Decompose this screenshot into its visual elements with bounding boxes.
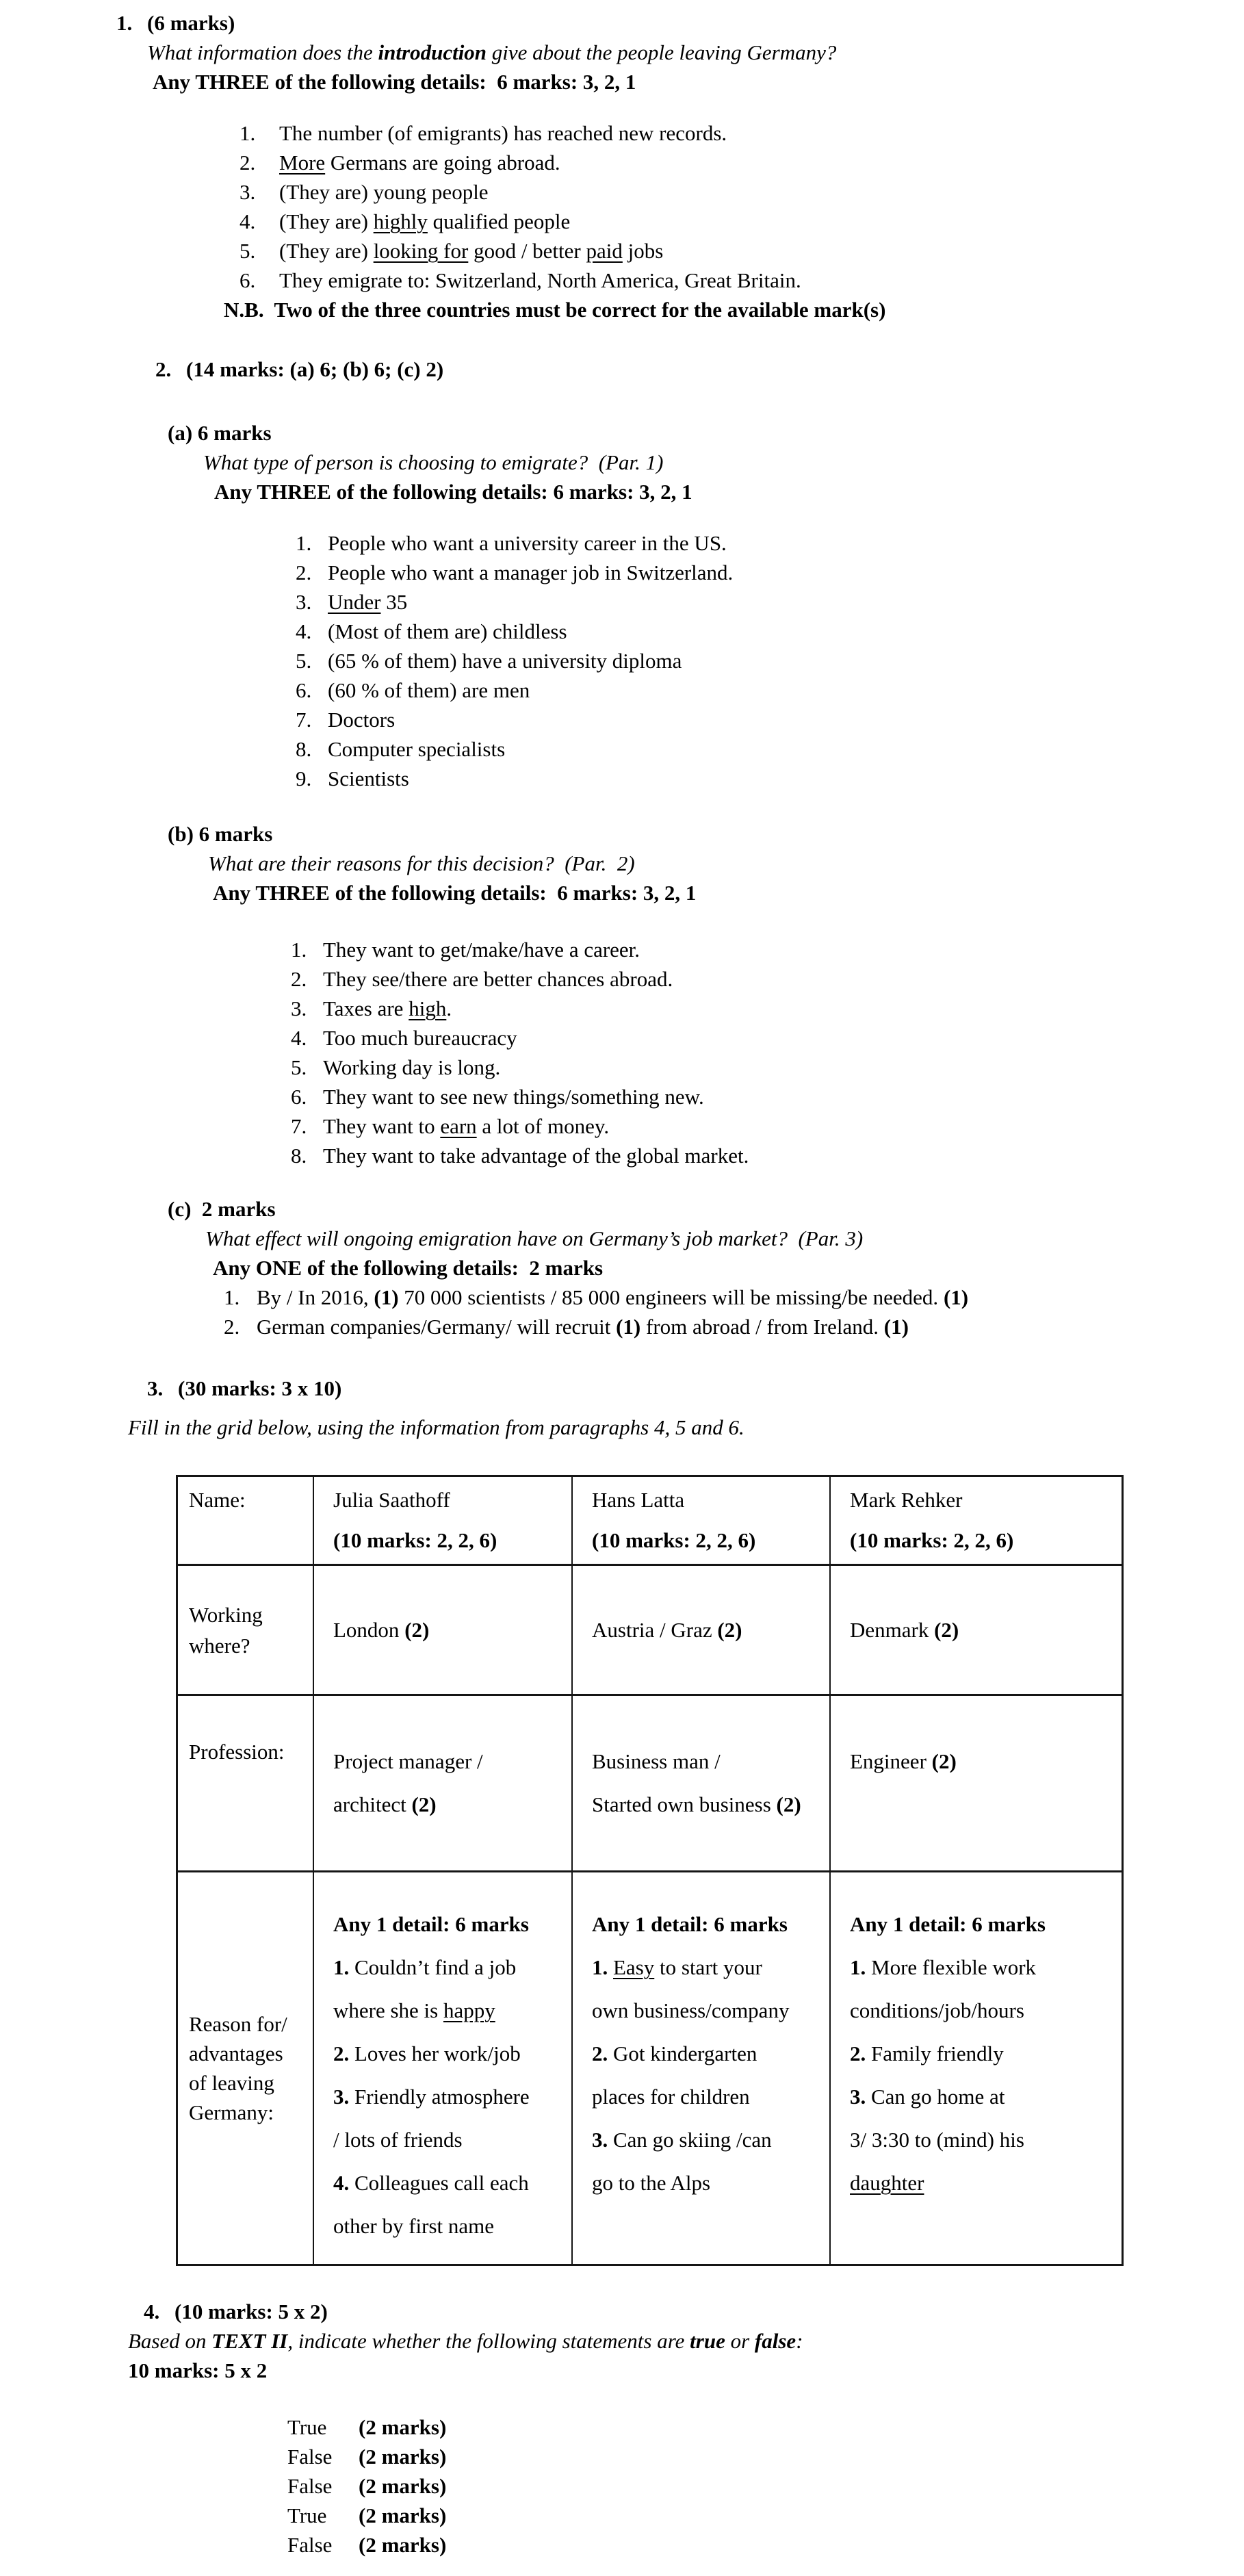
q4-number: 4. xyxy=(144,2300,160,2323)
q2b-label: (b) 6 marks xyxy=(168,822,273,846)
q4-answer-list xyxy=(287,2412,1244,2560)
question-1 xyxy=(0,8,1244,324)
item-text: People who want a university career in the US. xyxy=(328,531,727,555)
q1-marks: (6 marks) xyxy=(147,11,235,35)
grid-label-profession xyxy=(178,1696,314,1872)
grid-cell-reason-julia xyxy=(314,1872,573,2264)
answer-value: False xyxy=(287,2445,333,2469)
item-text: (60 % of them) are men xyxy=(328,678,530,702)
q1-answer-item xyxy=(239,236,1244,266)
item-number: 1. xyxy=(291,938,307,962)
grid-label-line: Working xyxy=(189,1602,263,1627)
q2a-answer-list xyxy=(296,528,1244,793)
answer-marks: (2 marks) xyxy=(359,2415,447,2439)
item-text: They see/there are better chances abroad. xyxy=(323,967,673,991)
grid-label-line: Germany: xyxy=(189,2100,274,2124)
reason-line: Any 1 detail: 6 marks xyxy=(850,1912,1046,1936)
q2a-answer-item xyxy=(296,734,1244,764)
item-number: 7. xyxy=(296,708,312,732)
item-text: Working day is long. xyxy=(323,1055,501,1079)
true-false-answer xyxy=(287,2471,1244,2501)
profession-line: Business man / xyxy=(592,1749,721,1773)
q4-header xyxy=(144,2297,1244,2326)
person-marks: (10 marks: 2, 2, 6) xyxy=(850,1528,1014,1552)
working-where-value: Denmark (2) xyxy=(850,1618,959,1642)
working-where-value: London (2) xyxy=(333,1618,430,1642)
reason-line: 4. Colleagues call each xyxy=(333,2171,529,2195)
q3-marks: (30 marks: 3 x 10) xyxy=(178,1376,342,1400)
answer-value: False xyxy=(287,2474,333,2498)
q2a-block xyxy=(0,418,1244,793)
item-number: 4. xyxy=(296,619,312,643)
item-text: Computer specialists xyxy=(328,737,506,761)
person-name: Mark Rehker xyxy=(850,1488,963,1512)
reason-line: own business/company xyxy=(592,1998,790,2022)
reason-line: 1. Easy to start your xyxy=(592,1955,762,1979)
q3-intro: Fill in the grid below, using the information from paragraphs 4, 5 and 6. xyxy=(128,1415,744,1439)
item-text: Doctors xyxy=(328,708,396,732)
item-number: 4. xyxy=(291,1026,307,1050)
grid-label-line: where? xyxy=(189,1633,250,1658)
q2c-label: (c) 2 marks xyxy=(168,1197,276,1221)
item-text: (65 % of them) have a university diploma xyxy=(328,649,682,673)
profession-line: architect (2) xyxy=(333,1792,437,1816)
answer-value: True xyxy=(287,2503,327,2527)
q4-intro: Based on TEXT II, indicate whether the following statements are true or false: xyxy=(128,2329,803,2353)
reason-line: places for children xyxy=(592,2085,750,2109)
item-number: 6. xyxy=(239,268,256,292)
question-4 xyxy=(0,2297,1244,2560)
q4-marks: (10 marks: 5 x 2) xyxy=(174,2300,328,2323)
q2c-question: What effect will ongoing emigration have on Germany’s job market? (Par. 3) xyxy=(205,1226,864,1250)
q2b-answer-item xyxy=(291,964,1244,994)
reason-line: 2. Family friendly xyxy=(850,2042,1004,2065)
question-2 xyxy=(0,355,1244,1341)
q2c-answer-item xyxy=(224,1312,1244,1341)
item-text: They want to get/make/have a career. xyxy=(323,938,640,962)
question-3 xyxy=(0,1374,1244,2266)
item-number: 3. xyxy=(296,590,312,614)
q1-nb-note: N.B. Two of the three countries must be correct for the available mark(s) xyxy=(224,298,886,322)
working-where-value: Austria / Graz (2) xyxy=(592,1618,742,1642)
grid-label-line: advantages xyxy=(189,2042,283,2065)
answer-marks: (2 marks) xyxy=(359,2503,447,2527)
grid-cell-profession-julia xyxy=(314,1696,573,1872)
item-text: More Germans are going abroad. xyxy=(279,151,560,175)
profession-line: Started own business (2) xyxy=(592,1792,801,1816)
grid-label-name-text: Name: xyxy=(189,1488,246,1512)
q1-header xyxy=(116,8,1244,38)
item-text: They want to take advantage of the global market. xyxy=(323,1144,749,1168)
q1-answer-item xyxy=(239,266,1244,295)
q2b-answer-item xyxy=(291,1082,1244,1111)
profession-line: Engineer (2) xyxy=(850,1749,957,1773)
item-text: (Most of them are) childless xyxy=(328,619,567,643)
reason-line: 1. Couldn’t find a job xyxy=(333,1955,517,1979)
q2-number: 2. xyxy=(155,357,172,381)
q2c-instruction: Any ONE of the following details: 2 marks xyxy=(213,1256,604,1280)
q2c-answer-item xyxy=(224,1283,1244,1312)
q2a-answer-item xyxy=(296,764,1244,793)
reason-line: go to the Alps xyxy=(592,2171,711,2195)
reason-line: 2. Loves her work/job xyxy=(333,2042,521,2065)
reason-line: 1. More flexible work xyxy=(850,1955,1037,1979)
q1-answer-item xyxy=(239,148,1244,177)
item-number: 1. xyxy=(224,1285,240,1309)
item-number: 6. xyxy=(291,1085,307,1109)
person-marks: (10 marks: 2, 2, 6) xyxy=(592,1528,756,1552)
grid-label-line: of leaving xyxy=(189,2071,274,2095)
grid-cell-name-julia xyxy=(314,1477,573,1566)
q2b-question: What are their reasons for this decision? (Par. 2) xyxy=(208,851,635,875)
item-text: (They are) highly qualified people xyxy=(279,209,571,233)
true-false-answer xyxy=(287,2501,1244,2530)
item-number: 3. xyxy=(239,180,256,204)
q2-marks: (14 marks: (a) 6; (b) 6; (c) 2) xyxy=(186,357,444,381)
q2b-answer-item xyxy=(291,1111,1244,1141)
answer-value: True xyxy=(287,2415,327,2439)
q1-answer-list xyxy=(239,118,1244,295)
item-number: 1. xyxy=(296,531,312,555)
grid-cell-name-hans xyxy=(573,1477,831,1566)
q3-header xyxy=(147,1374,1244,1403)
q2c-block xyxy=(0,1194,1244,1341)
q2c-answer-list xyxy=(224,1283,1244,1341)
reason-line: / lots of friends xyxy=(333,2128,463,2152)
item-number: 3. xyxy=(291,996,307,1020)
q2b-answer-item xyxy=(291,1141,1244,1170)
item-text: (They are) young people xyxy=(279,180,489,204)
item-number: 2. xyxy=(224,1315,240,1339)
q2a-answer-item xyxy=(296,617,1244,646)
item-number: 5. xyxy=(291,1055,307,1079)
q2b-answer-item xyxy=(291,1023,1244,1053)
item-number: 2. xyxy=(291,967,307,991)
item-text: Too much bureaucracy xyxy=(323,1026,517,1050)
item-text: By / In 2016, (1) 70 000 scientists / 85 000 engineers will be missing/be needed. (1) xyxy=(257,1285,969,1309)
q2a-answer-item xyxy=(296,528,1244,558)
item-number: 9. xyxy=(296,767,312,790)
reason-line: conditions/job/hours xyxy=(850,1998,1024,2022)
q4-marks-line: 10 marks: 5 x 2 xyxy=(128,2358,268,2382)
q2a-answer-item xyxy=(296,646,1244,675)
grid-cell-reason-mark xyxy=(831,1872,1122,2264)
item-text: They want to earn a lot of money. xyxy=(323,1114,610,1138)
answer-marks: (2 marks) xyxy=(359,2445,447,2469)
q1-answer-item xyxy=(239,207,1244,236)
true-false-answer xyxy=(287,2530,1244,2560)
answer-marks: (2 marks) xyxy=(359,2533,447,2557)
q2b-answer-item xyxy=(291,994,1244,1023)
item-number: 5. xyxy=(296,649,312,673)
true-false-answer xyxy=(287,2442,1244,2471)
reason-line: 3. Can go home at xyxy=(850,2085,1005,2109)
q2a-question: What type of person is choosing to emigrate? (Par. 1) xyxy=(203,450,664,474)
item-number: 1. xyxy=(239,121,256,145)
q2a-answer-item xyxy=(296,705,1244,734)
item-text: The number (of emigrants) has reached new records. xyxy=(279,121,727,145)
q2a-label: (a) 6 marks xyxy=(168,421,272,445)
item-number: 6. xyxy=(296,678,312,702)
grid-cell-reason-hans xyxy=(573,1872,831,2264)
reason-line: 3. Can go skiing /can xyxy=(592,2128,772,2152)
reason-line: Any 1 detail: 6 marks xyxy=(592,1912,788,1936)
item-text: Under 35 xyxy=(328,590,408,614)
reason-line: 2. Got kindergarten xyxy=(592,2042,757,2065)
item-text: People who want a manager job in Switzerland. xyxy=(328,561,734,584)
q2-header xyxy=(155,355,1244,384)
grid-label-reason xyxy=(178,1872,314,2264)
grid-label-line: Reason for/ xyxy=(189,2012,287,2036)
q1-answer-item xyxy=(239,118,1244,148)
item-number: 5. xyxy=(239,239,256,263)
answer-marks: (2 marks) xyxy=(359,2474,447,2498)
q1-instruction: Any THREE of the following details: 6 marks: 3, 2, 1 xyxy=(153,70,636,94)
grid-label-working-where xyxy=(178,1566,314,1696)
item-text: (They are) looking for good / better paid jobs xyxy=(279,239,664,263)
reason-line: other by first name xyxy=(333,2214,495,2238)
item-number: 2. xyxy=(296,561,312,584)
reason-line: Any 1 detail: 6 marks xyxy=(333,1912,529,1936)
q2b-instruction: Any THREE of the following details: 6 marks: 3, 2, 1 xyxy=(213,881,697,905)
q2a-instruction: Any THREE of the following details: 6 marks: 3, 2, 1 xyxy=(214,480,692,504)
reason-line: 3. Friendly atmosphere xyxy=(333,2085,530,2109)
item-number: 8. xyxy=(296,737,312,761)
grid-label-name xyxy=(178,1477,314,1566)
item-number: 7. xyxy=(291,1114,307,1138)
grid-cell-profession-hans xyxy=(573,1696,831,1872)
reason-line: daughter xyxy=(850,2171,924,2195)
q1-number: 1. xyxy=(116,11,133,35)
q2b-block xyxy=(0,819,1244,1170)
grid-cell-working-mark xyxy=(831,1566,1122,1696)
grid-cell-profession-mark xyxy=(831,1696,1122,1872)
q2a-answer-item xyxy=(296,587,1244,617)
person-marks: (10 marks: 2, 2, 6) xyxy=(333,1528,497,1552)
reason-line: 3/ 3:30 to (mind) his xyxy=(850,2128,1024,2152)
q2b-answer-item xyxy=(291,1053,1244,1082)
grid-cell-working-hans xyxy=(573,1566,831,1696)
q2a-answer-item xyxy=(296,558,1244,587)
q2a-answer-item xyxy=(296,675,1244,705)
person-name: Julia Saathoff xyxy=(333,1488,450,1512)
grid-cell-working-julia xyxy=(314,1566,573,1696)
q3-number: 3. xyxy=(147,1376,164,1400)
item-number: 4. xyxy=(239,209,256,233)
answer-value: False xyxy=(287,2533,333,2557)
item-text: They want to see new things/something new. xyxy=(323,1085,704,1109)
profession-line: Project manager / xyxy=(333,1749,483,1773)
item-number: 2. xyxy=(239,151,256,175)
answers-grid-table xyxy=(176,1475,1124,2266)
item-text: Taxes are high. xyxy=(323,996,452,1020)
q2b-answer-list xyxy=(291,935,1244,1170)
grid-cell-name-mark xyxy=(831,1477,1122,1566)
item-text: German companies/Germany/ will recruit (1) from abroad / from Ireland. (1) xyxy=(257,1315,909,1339)
true-false-answer xyxy=(287,2412,1244,2442)
item-text: They emigrate to: Switzerland, North America, Great Britain. xyxy=(279,268,801,292)
grid-label-profession-text: Profession: xyxy=(189,1740,285,1764)
q2b-answer-item xyxy=(291,935,1244,964)
item-number: 8. xyxy=(291,1144,307,1168)
q1-answer-item xyxy=(239,177,1244,207)
person-name: Hans Latta xyxy=(592,1488,685,1512)
item-text: Scientists xyxy=(328,767,409,790)
reason-line: where she is happy xyxy=(333,1998,495,2022)
q1-question: What information does the introduction give about the people leaving Germany? xyxy=(147,40,837,64)
